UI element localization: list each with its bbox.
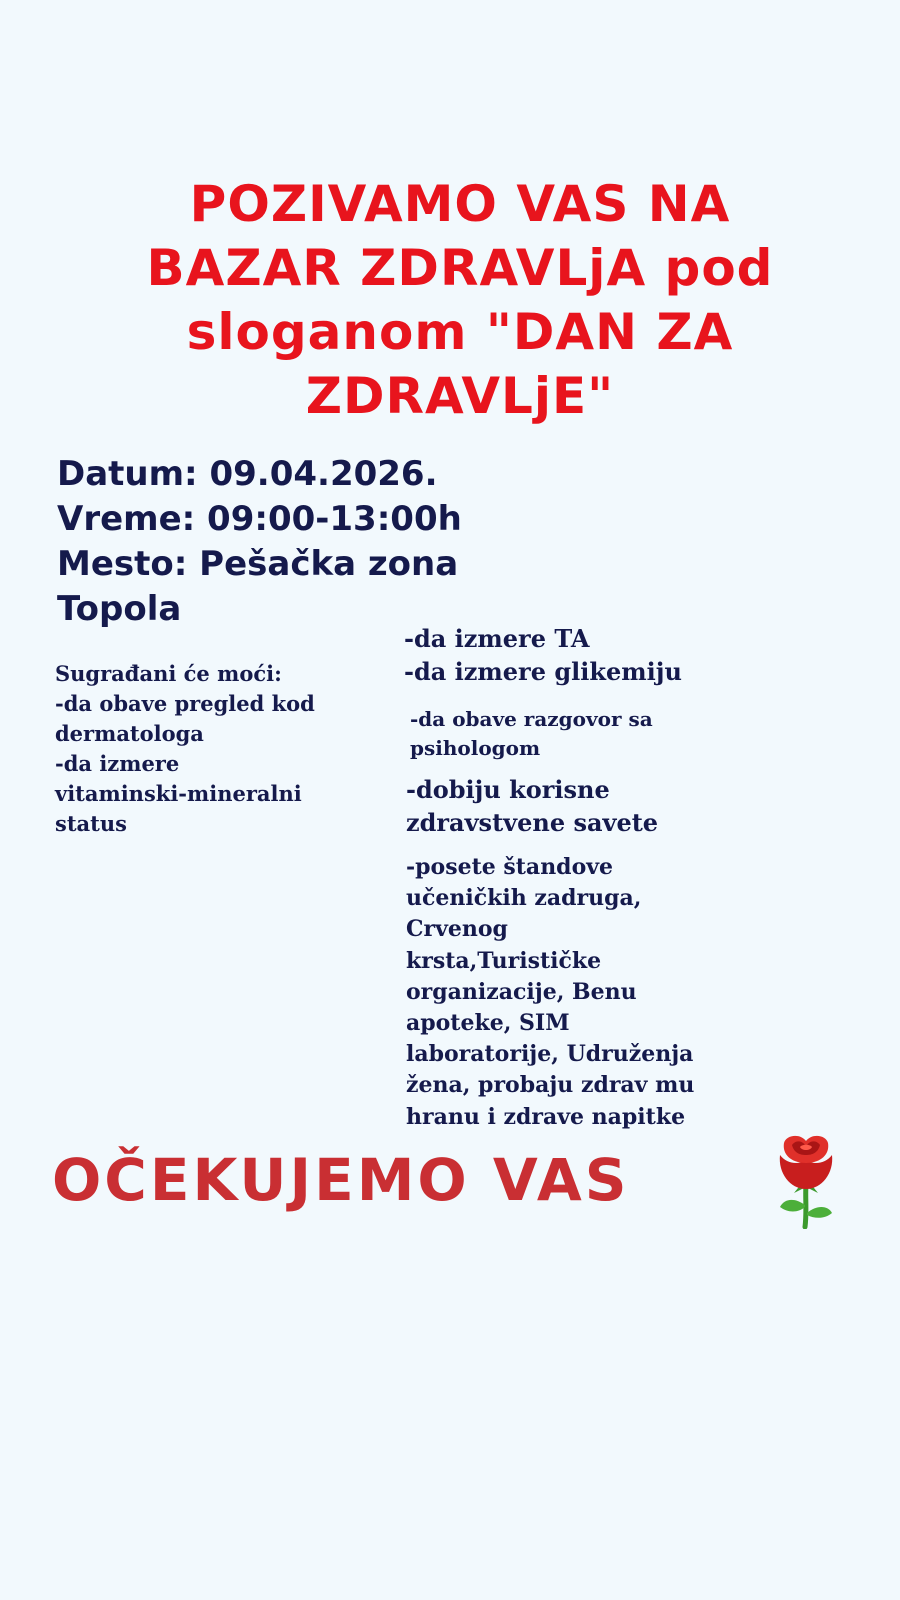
activities-right-group-3 (406, 773, 658, 839)
activity-line: -da obave pregled kod (55, 691, 315, 716)
event-place-cont: Topola (57, 589, 182, 629)
activity-line: zdravstvene savete (406, 808, 659, 837)
activity-line: -posete štandove (406, 854, 614, 880)
activity-line: apoteke, SIM (406, 1010, 570, 1037)
activity-line: učeničkih zadruga, (406, 885, 642, 912)
event-time: Vreme: 09:00-13:00h (57, 499, 462, 539)
activity-line: žena, probaju zdrav mu (406, 1072, 695, 1099)
event-date: Datum: 09.04.2026. (57, 454, 438, 494)
activity-line: krsta,Turističke (406, 947, 602, 974)
activity-line: -da izmere (55, 751, 180, 776)
headline (120, 172, 800, 428)
activity-line: -da izmere glikemiju (404, 657, 682, 686)
headline-line: sloganom "DAN ZA (186, 303, 734, 361)
headline-line: ZDRAVLjE" (305, 367, 615, 425)
activity-line: hranu i zdrave napitke (406, 1103, 686, 1130)
closing-text: OČEKUJEMO VAS (52, 1146, 630, 1214)
activity-line: psihologom (410, 736, 541, 760)
activities-right-group-1 (404, 622, 682, 688)
event-place: Mesto: Pešačka zona (57, 544, 459, 584)
activity-line: vitaminski-mineralni (55, 781, 302, 806)
activities-right-group-4 (406, 852, 694, 1133)
rose-icon (770, 1133, 842, 1229)
activity-line: -da obave razgovor sa (410, 707, 653, 731)
activities-right-group-2 (410, 705, 653, 763)
activities-intro: Sugrađani će moći: (55, 661, 282, 686)
activity-line: organizacije, Benu (406, 978, 637, 1005)
event-info (57, 452, 557, 632)
activities-left (55, 659, 385, 839)
activity-line: -da izmere TA (404, 624, 590, 653)
headline-line: POZIVAMO VAS NA (189, 175, 731, 233)
activity-line: -dobiju korisne (406, 775, 610, 804)
activity-line: dermatologa (55, 721, 204, 746)
activity-line: Crvenog (406, 916, 508, 943)
activity-line: status (55, 811, 127, 836)
headline-line: BAZAR ZDRAVLjA pod (146, 239, 774, 297)
activity-line: laboratorije, Udruženja (406, 1041, 694, 1068)
